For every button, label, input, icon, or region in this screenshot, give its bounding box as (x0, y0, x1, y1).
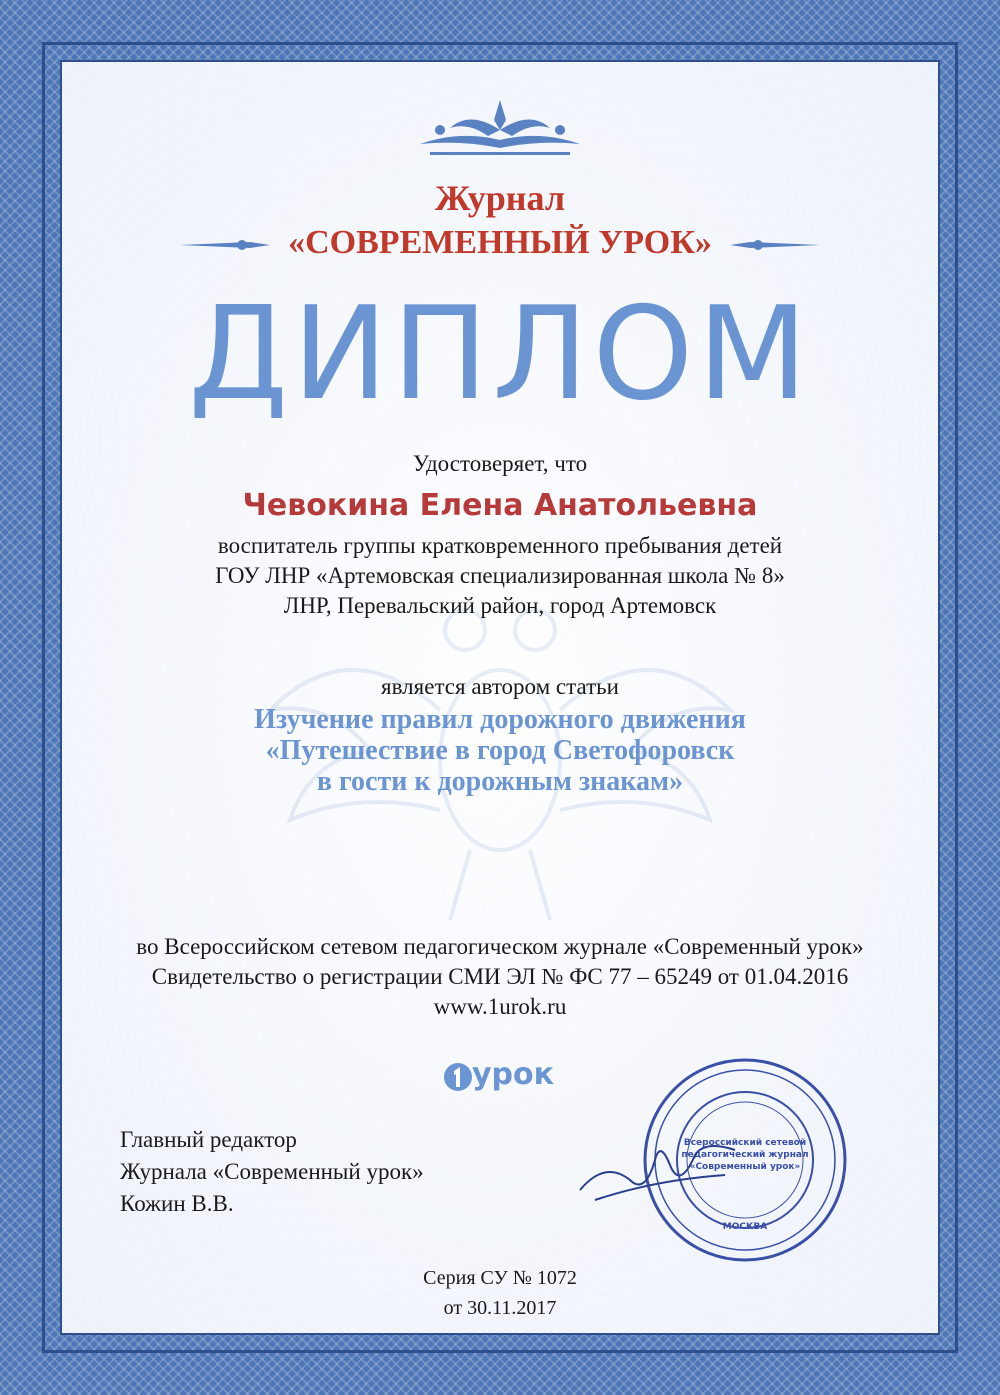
registration-line: Свидетельство о регистрации СМИ ЭЛ № ФС 77 – 65249 от 01.04.2016 (151, 964, 849, 989)
article-title-line: Изучение правил дорожного движения (254, 704, 746, 735)
editor-block (120, 1124, 424, 1220)
journal-word: Журнал (434, 178, 566, 218)
editor-journal: Журнала «Современный урок» (120, 1159, 424, 1184)
journal-name: «СОВРЕМЕННЫЙ УРОК» (288, 224, 712, 261)
author-of-text: является автором статьи (381, 674, 619, 699)
article-title (0, 704, 1000, 797)
seal-center-text-1: Всероссийский сетевой (683, 1138, 807, 1148)
editor-name: Кожин В.В. (120, 1191, 234, 1216)
1urok-logo (442, 1055, 562, 1095)
article-title-line: в гости к дорожным знакам» (316, 766, 684, 797)
series-date: от 30.11.2017 (443, 1297, 557, 1319)
journal-name-row (180, 224, 820, 264)
seal-city: МОСКВА (722, 1222, 768, 1232)
left-flourish-icon (180, 234, 270, 256)
signature-icon (575, 1120, 745, 1210)
article-title-line: «Путешествие в город Светофоровск (265, 735, 735, 766)
website-link[interactable]: www.1urok.ru (433, 994, 567, 1019)
document-title: ДИПЛОМ (188, 280, 812, 429)
series-block (0, 1263, 1000, 1323)
series-number: Серия СУ № 1072 (423, 1267, 577, 1289)
certifies-text: Удостоверяет, что (412, 451, 588, 476)
recipient-name: Чевокина Елена Анатольевна (242, 488, 758, 523)
seal-center-text-2: педагогический журнал (681, 1150, 809, 1160)
editor-title: Главный редактор (120, 1127, 297, 1152)
recipient-organization: ГОУ ЛНР «Артемовская специализированная школа № 8» (215, 563, 785, 588)
publication-line: во Всероссийском сетевом педагогическом журнале «Современный урок» (136, 934, 864, 959)
top-ornament-icon (410, 100, 590, 160)
logo-text: урок (472, 1057, 555, 1092)
recipient-position: воспитатель группы кратковременного пребывания детей (217, 533, 783, 558)
seal-center-text-3: «Современный урок» (689, 1162, 801, 1172)
recipient-location: ЛНР, Перевальский район, город Артемовск (283, 593, 717, 618)
right-flourish-icon (730, 234, 820, 256)
